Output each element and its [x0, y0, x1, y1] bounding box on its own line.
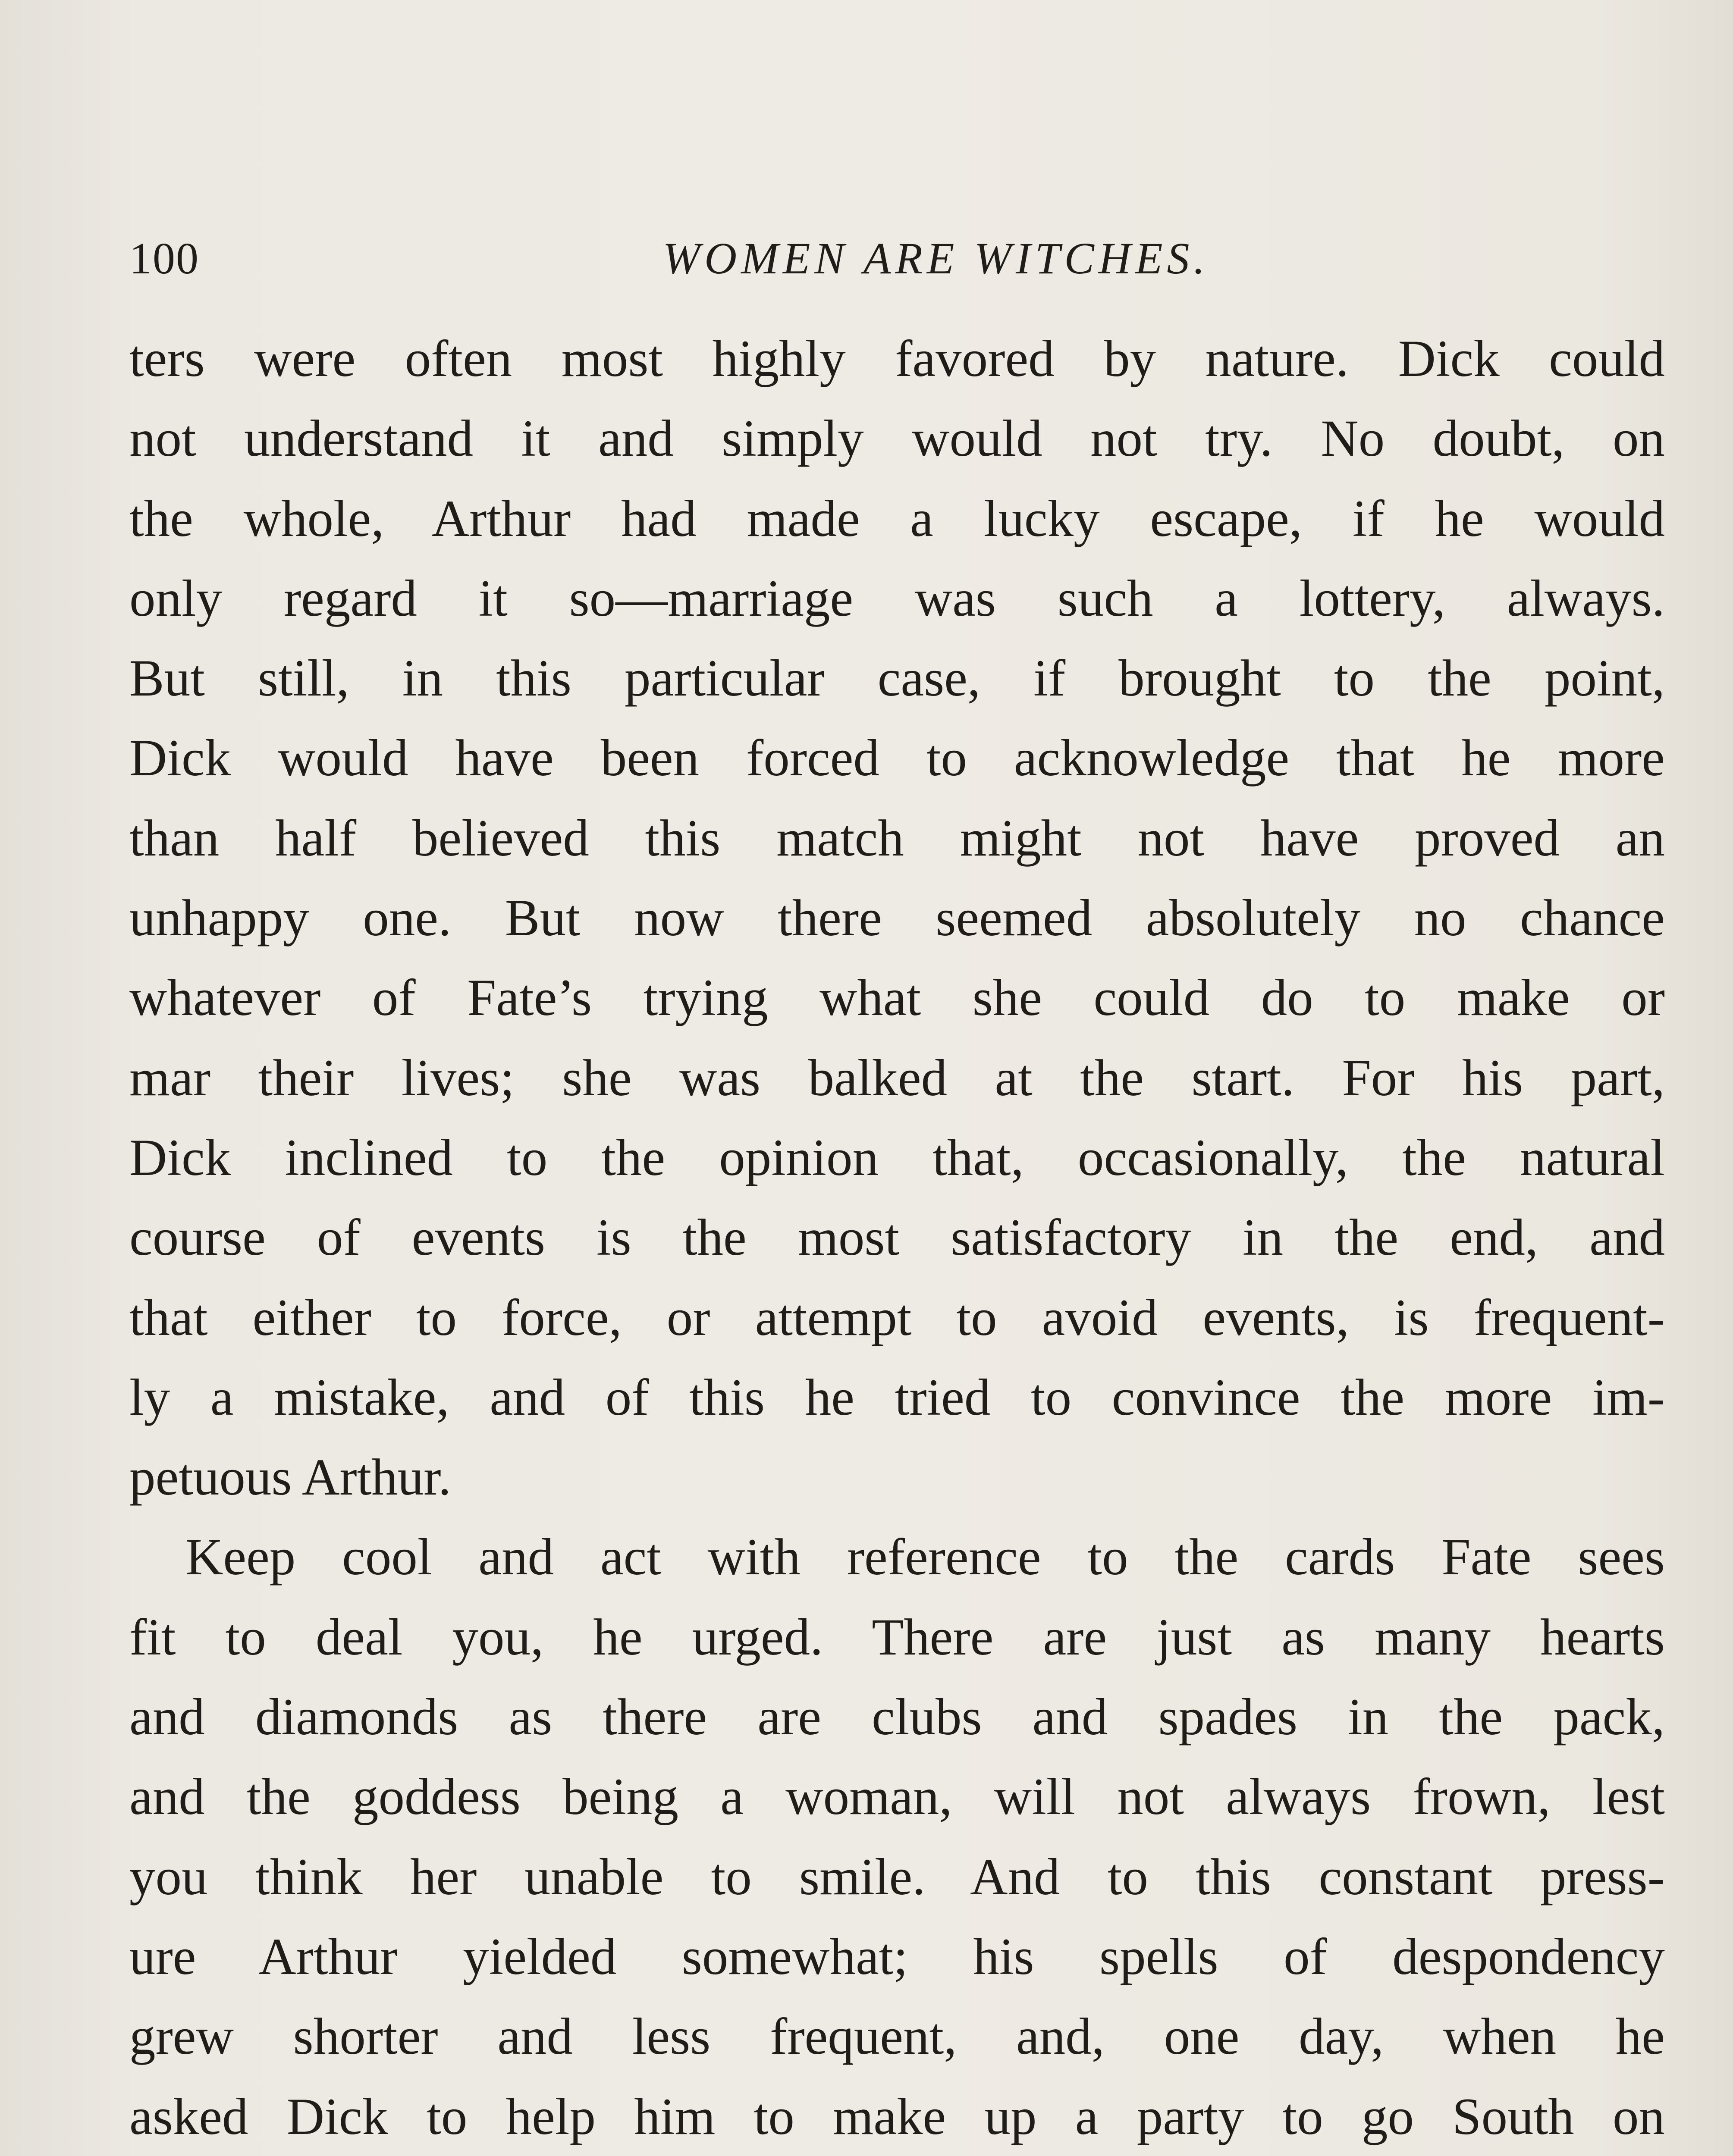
text-line: asked Dick to help him to make up a party to go South on	[129, 2087, 1665, 2146]
text-line: not understand it and simply would not try. No doubt, on	[129, 410, 1665, 468]
paragraph	[129, 1517, 1665, 2156]
text-line: and diamonds as there are clubs and spades in the pack,	[129, 1688, 1665, 1746]
text-line: Dick inclined to the opinion that, occasionally, the natural	[129, 1128, 1665, 1187]
text-line: you think her unable to smile. And to this constant press-	[129, 1848, 1665, 1906]
text-line: But still, in this particular case, if brought to the point,	[129, 649, 1665, 708]
text-line: Dick would have been forced to acknowledge that he more	[129, 729, 1665, 787]
text-line: whatever of Fate’s trying what she could do to make or	[129, 969, 1665, 1027]
text-line: that either to force, or attempt to avoid events, is frequent-	[129, 1288, 1665, 1347]
text-line: ly a mistake, and of this he tried to convince the more im-	[129, 1368, 1665, 1426]
text-line: course of events is the most satisfactory in the end, and	[129, 1209, 1665, 1267]
page-number: 100	[129, 234, 199, 283]
paragraph	[129, 319, 1665, 1517]
text-line: unhappy one. But now there seemed absolutely no chance	[129, 889, 1665, 947]
body-text	[129, 319, 1665, 2156]
text-line: ure Arthur yielded somewhat; his spells of despondency	[129, 1927, 1665, 1986]
text-line: the whole, Arthur had made a lucky escape, if he would	[129, 489, 1665, 548]
text-line: ters were often most highly favored by nature. Dick could	[129, 330, 1665, 388]
text-line: grew shorter and less frequent, and, one day, when he	[129, 2008, 1665, 2066]
text-line: Keep cool and act with reference to the cards Fate sees	[185, 1528, 1665, 1586]
text-line: fit to deal you, he urged. There are just as many hearts	[129, 1608, 1665, 1666]
text-line: and the goddess being a woman, will not always frown, lest	[129, 1768, 1665, 1826]
running-title: WOMEN ARE WITCHES.	[662, 234, 1209, 283]
text-line: mar their lives; she was balked at the start. For his part,	[129, 1049, 1665, 1107]
running-header	[129, 229, 1665, 293]
text-line: petuous Arthur.	[129, 1448, 452, 1507]
text-line: only regard it so—marriage was such a lottery, always.	[129, 569, 1665, 627]
text-line: than half believed this match might not have proved an	[129, 809, 1665, 867]
